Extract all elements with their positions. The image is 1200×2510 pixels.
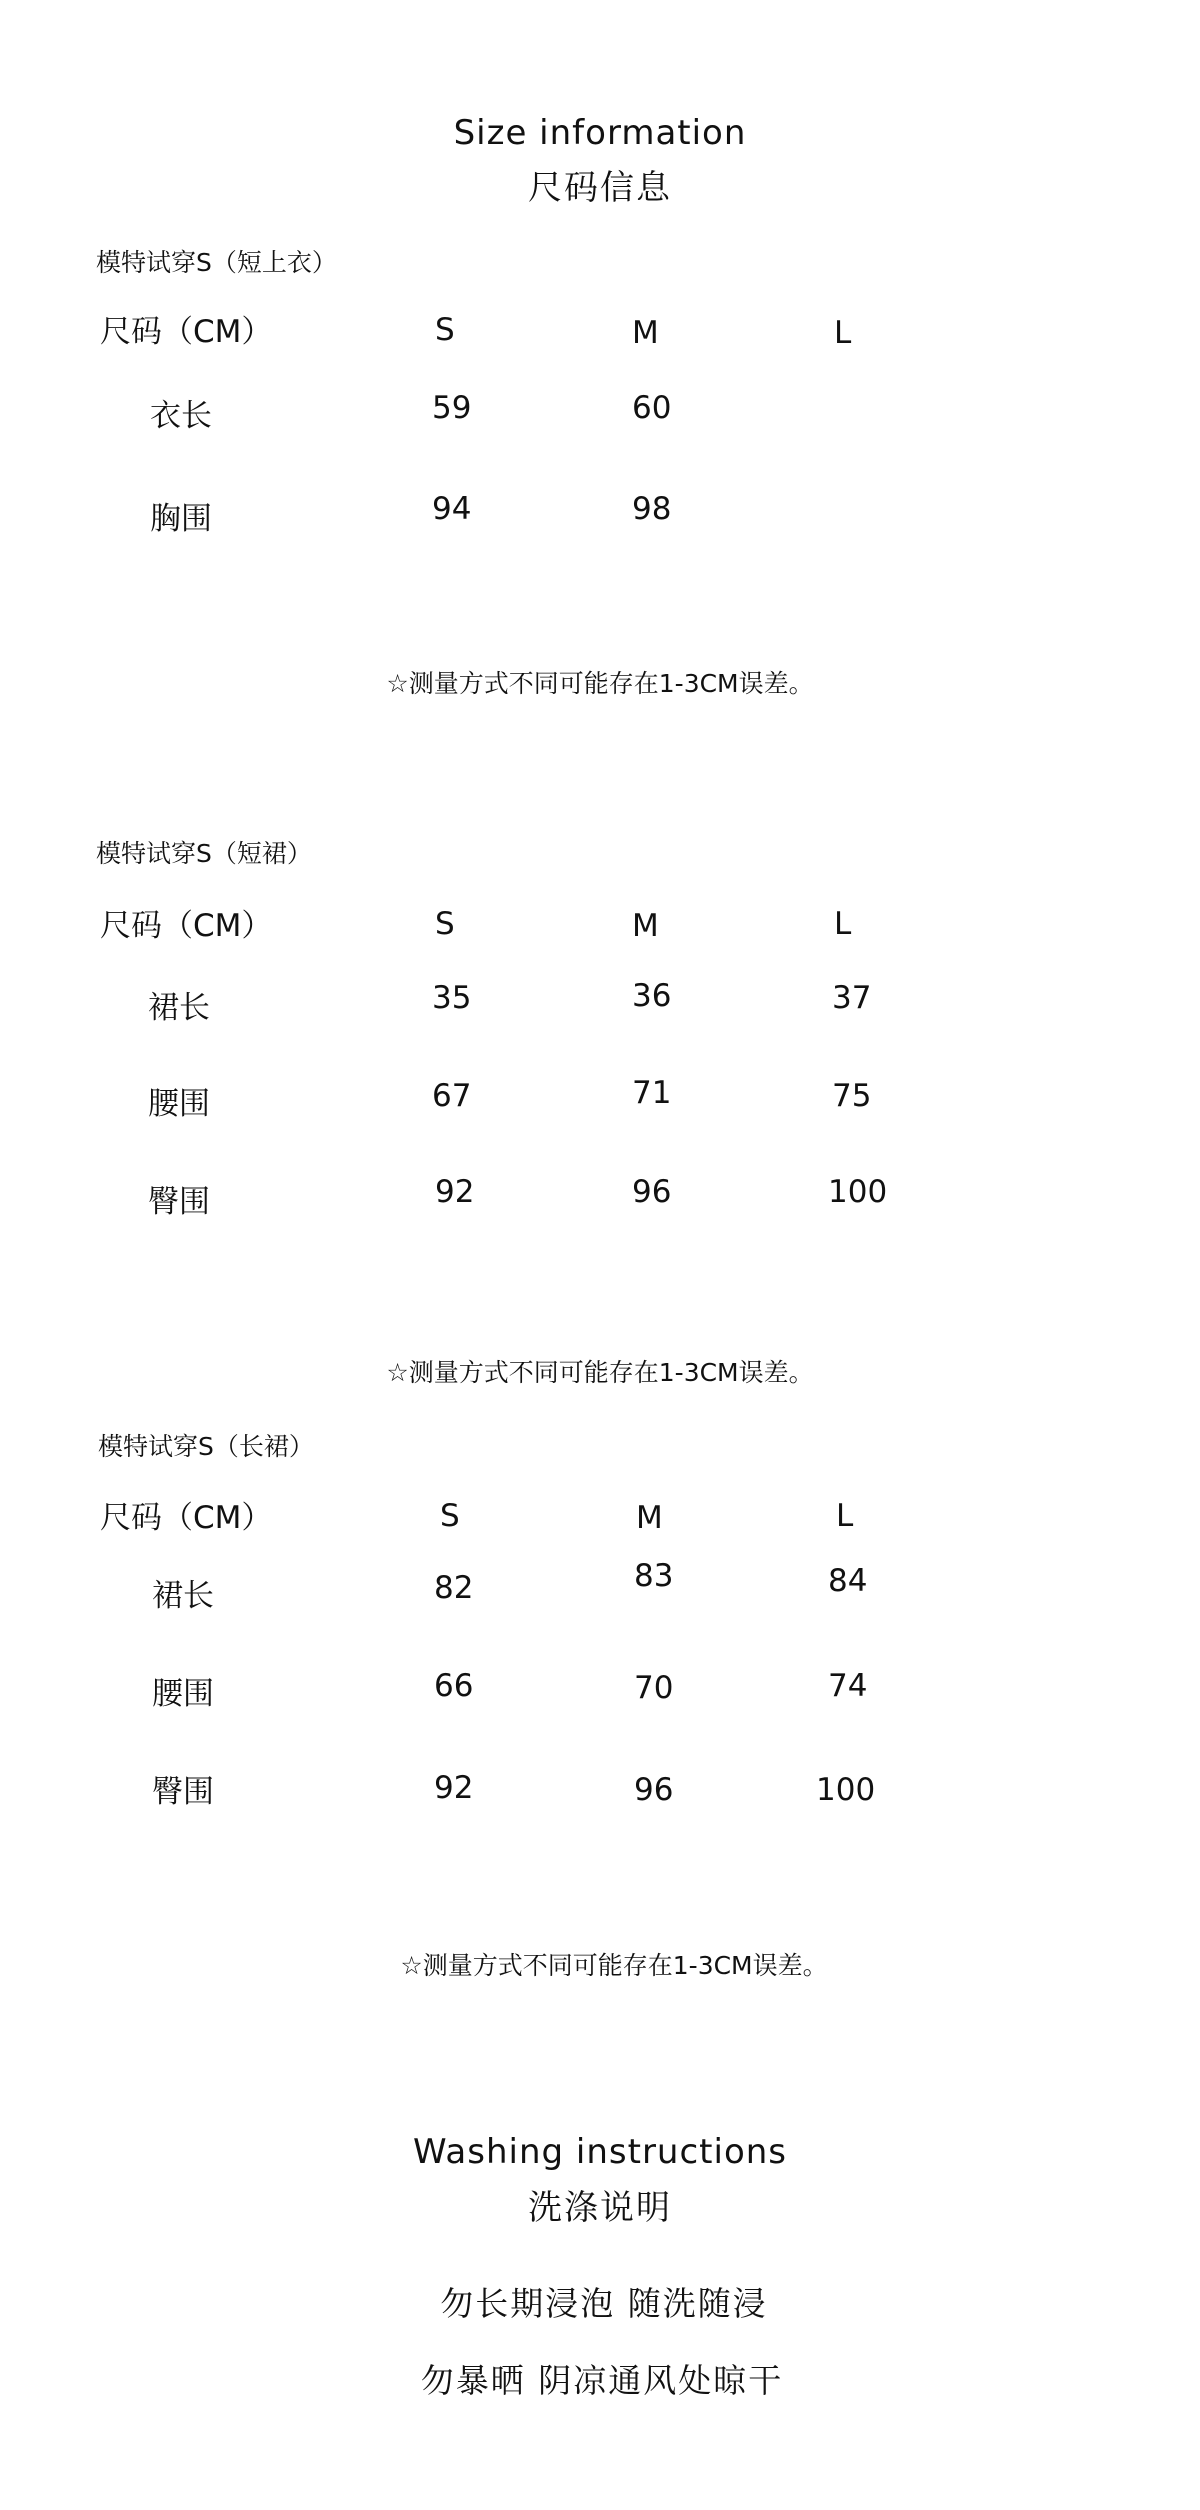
size-header-s: S <box>435 312 455 348</box>
washing-line-soak: 勿长期浸泡 随洗随浸 <box>440 2284 768 2323</box>
cell-l: 37 <box>832 980 872 1016</box>
cell-s: 94 <box>432 491 472 527</box>
size-header-label: 尺码（CM） <box>100 314 273 350</box>
row-label-hip: 臀围 <box>148 1184 210 1220</box>
cell-l: 74 <box>828 1668 868 1704</box>
cell-s: 66 <box>434 1668 474 1704</box>
row-label-hip: 臀围 <box>152 1774 214 1810</box>
size-header-m: M <box>632 908 659 944</box>
cell-m: 98 <box>632 491 672 527</box>
size-info-title-en: Size information <box>453 113 747 153</box>
washing-line-dry: 勿暴晒 阴凉通风处晾干 <box>420 2361 784 2400</box>
size-header-m: M <box>636 1500 663 1536</box>
cell-m: 83 <box>634 1558 674 1594</box>
cell-m: 36 <box>632 978 672 1014</box>
model-note: 模特试穿S（短上衣） <box>96 248 337 277</box>
size-header-m: M <box>632 315 659 351</box>
washing-title-en: Washing instructions <box>412 2132 788 2172</box>
cell-s: 67 <box>432 1078 472 1114</box>
row-label-skirt-length: 裙长 <box>148 990 210 1026</box>
cell-m: 60 <box>632 390 672 426</box>
cell-m: 70 <box>634 1670 674 1706</box>
model-note: 模特试穿S（长裙） <box>98 1432 314 1461</box>
cell-l: 100 <box>816 1772 876 1808</box>
washing-title-cn: 洗涤说明 <box>528 2188 672 2228</box>
cell-l: 75 <box>832 1078 872 1114</box>
row-label-chest: 胸围 <box>150 501 212 537</box>
cell-m: 71 <box>632 1075 672 1111</box>
row-label-length: 衣长 <box>150 398 212 434</box>
cell-l: 100 <box>828 1174 888 1210</box>
size-header-l: L <box>834 315 852 351</box>
cell-s: 82 <box>434 1570 474 1606</box>
measurement-note: ☆测量方式不同可能存在1-3CM误差。 <box>386 1358 814 1387</box>
row-label-skirt-length: 裙长 <box>152 1578 214 1614</box>
row-label-waist: 腰围 <box>152 1676 214 1712</box>
cell-m: 96 <box>634 1772 674 1808</box>
size-header-s: S <box>440 1498 460 1534</box>
size-info-title-cn: 尺码信息 <box>528 168 672 208</box>
size-header-s: S <box>435 906 455 942</box>
size-header-l: L <box>836 1498 854 1534</box>
cell-s: 35 <box>432 980 472 1016</box>
row-label-waist: 腰围 <box>148 1086 210 1122</box>
model-note: 模特试穿S（短裙） <box>96 839 312 868</box>
measurement-note: ☆测量方式不同可能存在1-3CM误差。 <box>400 1951 828 1980</box>
cell-m: 96 <box>632 1174 672 1210</box>
size-header-label: 尺码（CM） <box>100 1500 273 1536</box>
measurement-note: ☆测量方式不同可能存在1-3CM误差。 <box>386 669 814 698</box>
cell-s: 92 <box>434 1770 474 1806</box>
size-header-l: L <box>834 906 852 942</box>
cell-s: 59 <box>432 390 472 426</box>
cell-l: 84 <box>828 1563 868 1599</box>
size-header-label: 尺码（CM） <box>100 908 273 944</box>
cell-s: 92 <box>435 1174 475 1210</box>
